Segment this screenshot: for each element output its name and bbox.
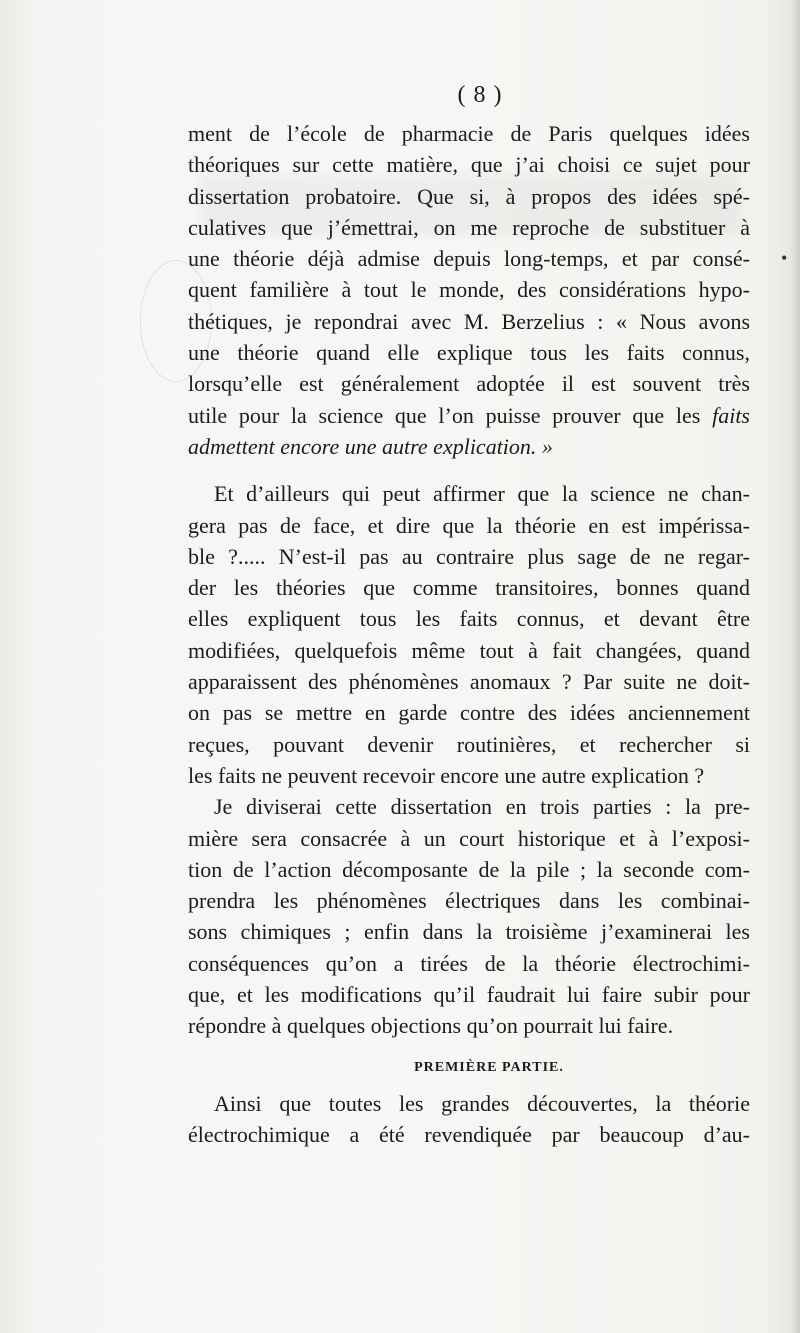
text-line: der les théories que comme transitoires, bonnes quand [188, 575, 750, 601]
text-line: thétiques, je repondrai avec M. Berzelius : « Nous avons [188, 308, 750, 334]
text-line: quent familière à tout le monde, des considérations hypo- [188, 277, 750, 303]
text-line: Je diviserai cette dissertation en trois parties : la pre- [214, 794, 750, 820]
text-line: tion de l’action décomposante de la pile ; la seconde com- [188, 856, 750, 882]
text-line: culatives que j’émettrai, on me reproche de substituer à [188, 214, 750, 240]
text-line: ble ?..... N’est-il pas au contraire plus sage de ne regar- [188, 543, 750, 569]
text-line: gera pas de face, et dire que la théorie en est impérissa- [188, 512, 750, 538]
text-line: lorsqu’elle est généralement adoptée il est souvent très [188, 371, 750, 397]
margin-mark: • [781, 248, 788, 268]
text-fragment: utile pour la science que l’on puisse prouver que les [188, 402, 701, 428]
text-line: répondre à quelques objections qu’on pourrait lui faire. [188, 1013, 674, 1039]
text-line: les faits ne peuvent recevoir encore une autre explication ? [188, 762, 705, 788]
text-line: sons chimiques ; enfin dans la troisième j’examinerai les [188, 919, 750, 945]
text-line: théoriques sur cette matière, que j’ai choisi ce sujet pour [188, 152, 750, 178]
text-line: dissertation probatoire. Que si, à propos des idées spé- [188, 183, 750, 209]
italic-quote: admettent encore une autre explication. » [188, 433, 553, 459]
text-line: ment de l’école de pharmacie de Paris quelques idées [188, 121, 750, 146]
section-heading: PREMIÈRE PARTIE. [414, 1059, 564, 1075]
text-line: Ainsi que toutes les grandes découvertes, la théorie [214, 1090, 750, 1116]
text-line: une théorie déjà admise depuis long-temps, et par consé- [188, 246, 750, 272]
text-line: que, et les modifications qu’il faudrait lui faire subir pour [188, 982, 750, 1008]
text-line: apparaissent des phénomènes anomaux ? Par suite ne doit- [188, 669, 750, 695]
text-line: mière sera consacrée à un court historique et à l’exposi- [188, 825, 750, 851]
text-line-with-italic [188, 400, 750, 431]
text-line: modifiées, quelquefois même tout à fait changées, quand [188, 637, 750, 663]
text-line: on pas se mettre en garde contre des idées anciennement [188, 700, 750, 726]
text-line: conséquences qu’on a tirées de la théorie électrochimi- [188, 950, 750, 976]
page-number: ( 8 ) [457, 82, 503, 108]
text-line: une théorie quand elle explique tous les faits connus, [188, 340, 750, 366]
text-line: elles expliquent tous les faits connus, et devant être [188, 606, 750, 632]
body-text [188, 118, 750, 1150]
quote-end-line [188, 431, 750, 462]
italic-word: faits [712, 402, 750, 428]
text-line: prendra les phénomènes électriques dans les combinai- [188, 888, 750, 914]
text-line: Et d’ailleurs qui peut affirmer que la science ne chan- [214, 481, 750, 507]
text-line: reçues, pouvant devenir routinières, et rechercher si [188, 731, 750, 757]
text-line: électrochimique a été revendiquée par beaucoup d’au- [188, 1121, 750, 1147]
page-edge-shadow [790, 0, 800, 1333]
